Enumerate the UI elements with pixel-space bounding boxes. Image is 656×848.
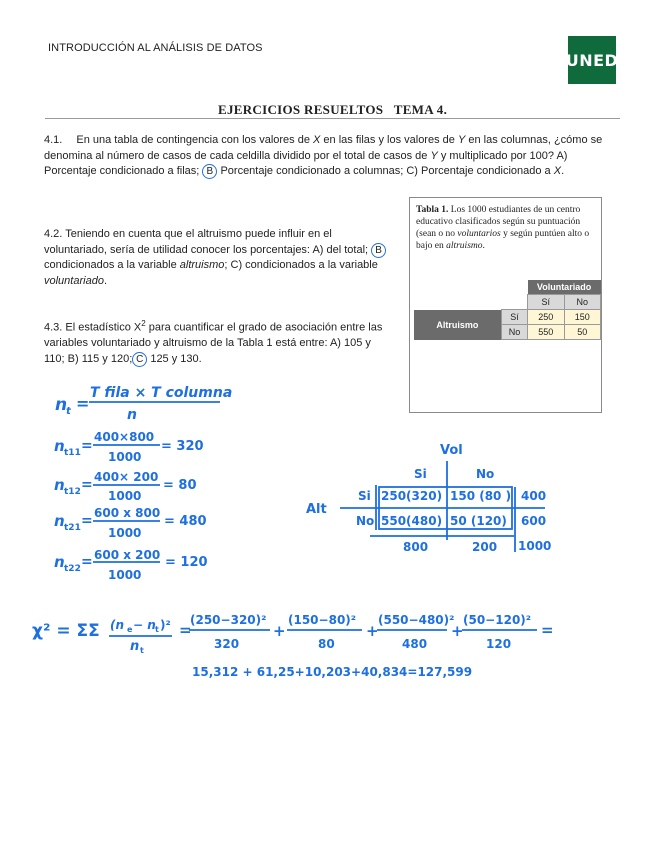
ct-row-total: 400 [521, 489, 547, 503]
caption-italic: voluntarios [457, 229, 501, 239]
chi-numerator: (n [110, 618, 125, 632]
plus-sign: + [366, 622, 379, 640]
question-number: 4.1. [44, 134, 63, 146]
svg-text:=: = [81, 513, 93, 529]
svg-text:=: = [81, 554, 93, 570]
numerator: 600 x 200 [94, 548, 161, 562]
col-header-no: No [564, 295, 600, 310]
ct-row-no: No [356, 514, 375, 528]
formula-denominator: n [127, 407, 137, 423]
term-numerator: (50−120)² [463, 613, 532, 627]
result: = 480 [164, 514, 207, 529]
table-cell: 250 [528, 310, 564, 325]
ct-grand-total: 1000 [518, 539, 552, 553]
ct-column-total: 200 [472, 540, 498, 554]
svg-text:n: n [54, 437, 65, 455]
ct-column-total: 800 [403, 540, 429, 554]
chi-denominator: n [130, 639, 140, 654]
equals-sign: = [179, 621, 192, 639]
expected-t22 [54, 548, 208, 582]
caption-italic: altruismo [446, 241, 483, 251]
svg-text:=: = [81, 438, 93, 454]
answer-circle: B [371, 243, 386, 258]
plus-sign: + [273, 622, 286, 640]
result: = 320 [161, 439, 204, 454]
result: = 120 [165, 555, 208, 570]
chi-square-lhs: χ² = ΣΣ [32, 621, 100, 641]
svg-text:n: n [54, 553, 65, 571]
chi-numerator: − n [133, 618, 156, 632]
variable-y: Y [457, 134, 466, 146]
ct-cell: 150 (80 ) [450, 489, 512, 503]
ct-cell: 550(480) [381, 514, 443, 528]
question-text: y multiplicado por 100? A) Porcentaje condicionado a filas; [44, 149, 568, 177]
equals-sign: = [541, 621, 554, 639]
numerator: 400× 200 [94, 470, 159, 484]
question-number: 4.2. [44, 228, 63, 240]
question-text: en las columnas, ¿cómo se denomina al número de casos de cada celdilla dividido por el total de casos de [44, 134, 603, 162]
expected-t12 [54, 470, 197, 503]
denominator: 1000 [108, 489, 142, 503]
variable-x: X [313, 134, 321, 146]
ct-row-total: 600 [521, 514, 547, 528]
plus-sign: + [451, 622, 464, 640]
table-cell: 150 [564, 310, 600, 325]
col-header-si: Sí [528, 295, 564, 310]
chi-square-sum: 15,312 + 61,25+10,203+40,834=127,599 [192, 665, 473, 679]
result: = 80 [163, 478, 197, 493]
question-text: En una tabla de contingencia con los valores de [76, 134, 314, 146]
question-text: ; C) condicionados a la variable [224, 259, 378, 271]
col-variable-header: Voluntariado [528, 280, 601, 295]
superscript: 2 [141, 319, 146, 328]
denominator: 1000 [108, 526, 142, 540]
answer-circle: C [132, 352, 147, 367]
denominator: 1000 [108, 450, 142, 464]
variable-voluntariado: voluntariado [44, 274, 104, 287]
ct-column-variable: Vol [440, 443, 463, 458]
question-text: . [561, 165, 565, 177]
variable-y: Y [430, 149, 438, 162]
svg-text:=: = [81, 477, 93, 493]
formula-numerator: T fila × T columna [90, 385, 233, 401]
numerator: 600 x 800 [94, 506, 161, 520]
subscript: t12 [64, 487, 81, 497]
svg-text:n: n [54, 512, 65, 530]
question-text: . [103, 274, 107, 287]
row-header-no: No [501, 325, 527, 340]
chi-subscript: e [127, 625, 133, 634]
chi-subscript: t [140, 646, 144, 655]
variable-altruismo: altruismo [179, 259, 225, 271]
term-numerator: (250−320)² [190, 613, 267, 627]
caption-text: . [482, 241, 485, 251]
subscript: t22 [64, 564, 81, 574]
course-title: INTRODUCCIÓN AL ANÁLISIS DE DATOS [48, 42, 263, 54]
ct-cell: 50 (120) [450, 514, 507, 528]
question-text: para cuantificar el grado de asociación entre las variables voluntariado y altruismo de la Tabla 1 está entre: A) 105 y 110; B) 115 y 120; [44, 321, 383, 365]
formula-lhs: n [55, 395, 68, 415]
caption-text: y según puntúen alto o bajo en [416, 229, 590, 251]
page-title: EJERCICIOS RESUELTOS TEMA 4. [218, 102, 448, 117]
caption-text: Los 1000 estudiantes de un centro educativo clasificados según su puntuación (sean o no [416, 205, 581, 239]
uned-logo: UNED [568, 36, 616, 84]
expected-t11 [54, 430, 204, 464]
subscript: t21 [64, 523, 81, 533]
question-text: El estadístico X [62, 321, 142, 334]
variable-x: X [553, 165, 562, 177]
term-denominator: 80 [318, 637, 335, 651]
subscript: t11 [64, 448, 81, 458]
table-cell: 50 [564, 325, 600, 340]
ct-row-si: Si [358, 489, 371, 503]
chi-subscript: t [155, 625, 159, 634]
term-numerator: (550−480)² [378, 613, 455, 627]
row-header-si: Sí [501, 310, 527, 325]
denominator: 1000 [108, 568, 142, 582]
formula-lhs-sub: t [66, 406, 71, 417]
expected-t21 [54, 506, 207, 540]
term-denominator: 120 [486, 637, 512, 651]
term-denominator: 320 [214, 637, 240, 651]
table-cell: 550 [528, 325, 564, 340]
ct-cell: 250(320) [381, 489, 443, 503]
term-numerator: (150−80)² [288, 613, 357, 627]
question-number: 4.3. [44, 321, 63, 334]
row-variable-header: Altruismo [414, 310, 501, 340]
question-text: condicionados a la variable [44, 259, 180, 271]
caption-label: Tabla 1. [416, 205, 449, 215]
numerator: 400×800 [94, 430, 155, 444]
answer-circle: B [202, 164, 217, 179]
ct-column-no: No [476, 467, 495, 481]
question-text: Teniendo en cuenta que el altruismo puede influir en el voluntariado, sería de utilidad conocer los porcentajes: A) del total; [44, 228, 372, 256]
ct-row-variable: Alt [306, 502, 327, 517]
chi-numerator: )² [160, 618, 171, 632]
equals-sign: = [76, 394, 90, 413]
svg-text:n: n [54, 476, 65, 494]
term-denominator: 480 [402, 637, 428, 651]
question-text: en las filas y los valores de [320, 134, 458, 146]
question-text: 125 y 130. [147, 352, 202, 365]
ct-column-si: Si [414, 467, 427, 481]
question-text: Porcentaje condicionado a columnas; C) Porcentaje condicionado a [217, 165, 554, 177]
